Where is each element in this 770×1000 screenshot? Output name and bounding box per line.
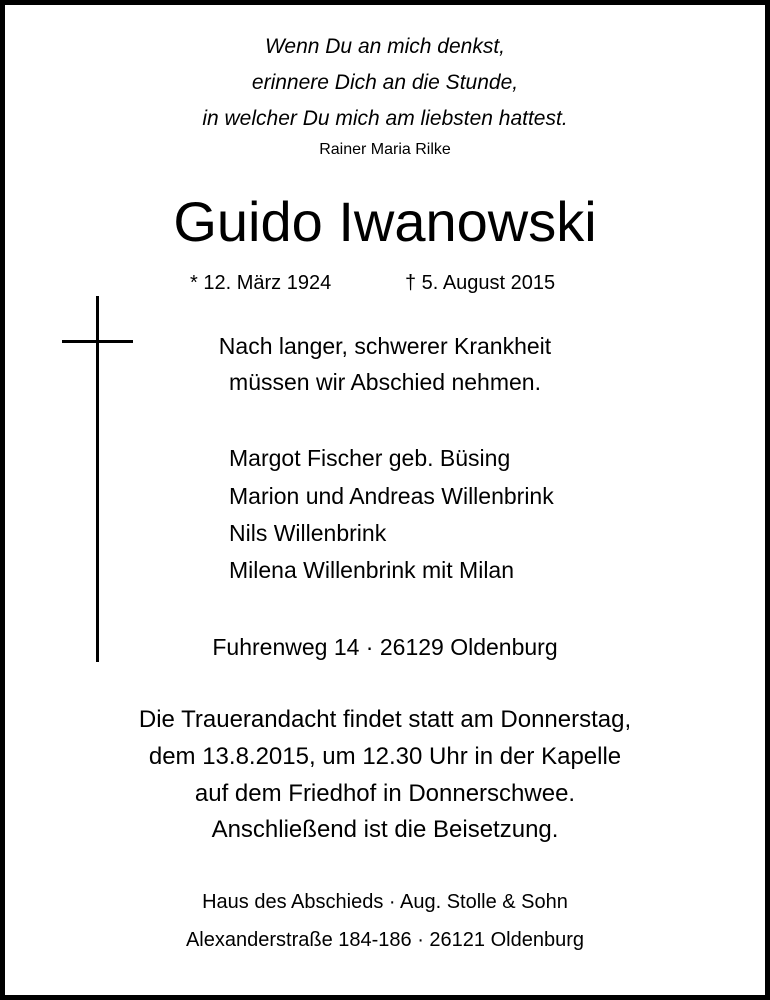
family-address: Fuhrenweg 14 · 26129 Oldenburg bbox=[212, 634, 558, 660]
birth-date: * 12. März 1924 bbox=[190, 272, 332, 294]
quote-author: Rainer Maria Rilke bbox=[319, 141, 451, 158]
message-line: müssen wir Abschied nehmen. bbox=[229, 369, 541, 395]
mourner: Marion und Andreas Willenbrink bbox=[229, 483, 554, 509]
quote-line: erinnere Dich an die Stunde, bbox=[251, 71, 519, 94]
service-line: Anschließend ist die Beisetzung. bbox=[211, 816, 559, 843]
deceased-name: Guido Iwanowski bbox=[173, 190, 597, 253]
funeral-home-name: Haus des Abschieds · Aug. Stolle & Sohn bbox=[202, 891, 568, 913]
service-line: dem 13.8.2015, um 12.30 Uhr in der Kapelle bbox=[148, 743, 622, 770]
funeral-home-address: Alexanderstraße 184-186 · 26121 Oldenburg bbox=[185, 929, 585, 951]
mourner: Margot Fischer geb. Büsing bbox=[229, 445, 511, 471]
mourner: Nils Willenbrink bbox=[229, 520, 387, 546]
quote-line: Wenn Du an mich denkst, bbox=[264, 35, 506, 58]
quote-line: in welcher Du mich am liebsten hattest. bbox=[202, 107, 568, 130]
service-line: Die Trauerandacht findet statt am Donnerstag, bbox=[138, 706, 632, 733]
mourner: Milena Willenbrink mit Milan bbox=[229, 557, 515, 583]
message-line: Nach langer, schwerer Krankheit bbox=[218, 333, 552, 359]
death-date: † 5. August 2015 bbox=[405, 272, 556, 294]
service-line: auf dem Friedhof in Donnerschwee. bbox=[194, 780, 576, 807]
